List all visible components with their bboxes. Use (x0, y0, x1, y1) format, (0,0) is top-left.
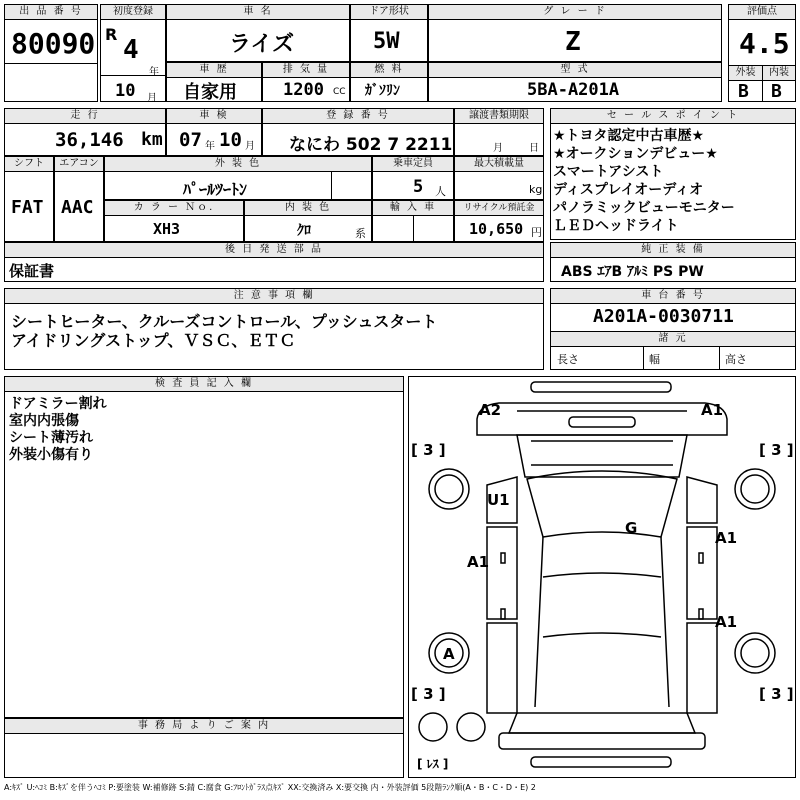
interior-color-header: 内 装 色 (245, 201, 371, 216)
tire-rear-left: [ 3 ] (411, 685, 446, 703)
tire-front-left: [ 3 ] (411, 441, 446, 459)
interior-color: ｸﾛ (297, 223, 311, 239)
legend: A:ｷｽﾞ U:ﾍｺﾐ B:ｷｽﾞを伴うﾍｺﾐ P:要塗装 W:補修跡 S:錆 C:腐食 G:ﾌﾛﾝﾄｶﾞﾗｽ点ｷｽﾞ XX:交換済み X:要交換 内・外装評価 5段階ﾗﾝｸ順(A・B・C・D・E) 2 (4, 783, 536, 792)
tire-front-right: [ 3 ] (759, 441, 794, 459)
transfer-deadline-header: 譲渡書類期限 (455, 109, 543, 124)
aircon-header: エアコン (55, 157, 103, 172)
fuel: ｶﾞｿﾘﾝ (365, 83, 400, 99)
grade-header: グ レ ー ド (429, 5, 721, 20)
sales-point-item: ＬＥＤヘッドライト (553, 218, 679, 234)
displacement: 1200 (283, 80, 324, 100)
displacement-unit: CC (333, 87, 346, 97)
displacement-header: 排 気 量 (263, 63, 349, 78)
registration-year-unit: 年 (149, 67, 159, 78)
equipment: ABS ｴｱB ｱﾙﾐ PS PW (561, 264, 704, 280)
recycle-fee: 10,650 (469, 220, 524, 238)
aircon: AAC (61, 197, 94, 218)
office-notice-header: 事 務 局 よ り ご 案 内 (5, 719, 403, 734)
sales-point-item: ★トヨタ認定中古車歴★ (553, 128, 705, 144)
damage-u1-left-fender: U1 (487, 491, 510, 509)
inspection-year-unit: 年 (205, 141, 215, 152)
notes-header: 注 意 事 項 欄 (5, 289, 543, 304)
inspection-month: 10 (219, 129, 242, 151)
transfer-month: 月 (493, 143, 503, 154)
sales-point-item: ディスプレイオーディオ (553, 182, 704, 198)
lot-number-header: 出 品 番 号 (5, 5, 97, 20)
notes-cell (4, 288, 544, 370)
length-label: 長さ (557, 353, 579, 366)
lot-number: 80090 (11, 27, 96, 60)
registration-number: なにわ 502 7 2211 (289, 135, 453, 155)
color-header: 外 装 色 (105, 157, 371, 172)
capacity: 5 (413, 177, 424, 197)
door-cell (350, 4, 428, 62)
interior-header: 内装 (762, 65, 795, 81)
interior-color-cell (244, 200, 372, 242)
door-header: ドア形状 (351, 5, 427, 20)
color-number-header: カ ラ ー Ｎｏ. (105, 201, 243, 216)
model-header: 型 式 (429, 63, 721, 78)
shift-header: シフト (5, 157, 53, 172)
color-cell (104, 156, 372, 200)
inspector-note: シート薄汚れ (9, 430, 93, 446)
damage-g-windshield: G (625, 519, 638, 537)
registration-number-header: 登 録 番 号 (263, 109, 453, 124)
registration-era: R (105, 25, 118, 44)
damage-a1-front-right: A1 (701, 401, 724, 419)
inspector-note: 外装小傷有り (9, 447, 93, 463)
dimensions-header: 諸 元 (551, 331, 795, 347)
spare-tire: [ ﾚｽ ] (417, 757, 449, 771)
lot-number-cell (4, 4, 98, 102)
first-registration-header: 初度登録 (101, 5, 165, 20)
car-name-header: 車 名 (167, 5, 349, 20)
aircon-cell (54, 156, 104, 242)
fuel-header: 燃 料 (351, 63, 427, 78)
transfer-deadline-cell (454, 108, 544, 156)
car-diagram-cell (408, 376, 796, 778)
damage-a1-right-rear-door: A1 (715, 613, 738, 631)
registration-number-cell (262, 108, 454, 156)
registration-year: 4 (123, 35, 139, 65)
grade: Z (565, 27, 581, 57)
import-header: 輸 入 車 (373, 201, 453, 216)
exterior-header: 外装 (729, 65, 762, 81)
car-condition-diagram (409, 377, 795, 777)
sales-point-item: スマートアシスト (553, 164, 664, 180)
chassis-cell (550, 288, 796, 370)
capacity-cell (372, 156, 454, 200)
office-notice-cell (4, 718, 404, 778)
recycle-header: リサイクル預託金 (455, 201, 543, 216)
recycle-unit: 円 (531, 226, 542, 239)
model-cell (428, 62, 722, 102)
max-load-unit: kg (529, 183, 543, 196)
equipment-header: 純 正 装 備 (551, 243, 795, 258)
chassis-number: A201A-0030711 (593, 306, 734, 327)
sales-points-header: セ ー ル ス ポ イ ン ト (551, 109, 795, 124)
inspection-header: 車 検 (167, 109, 261, 124)
color-number: XH3 (153, 220, 181, 238)
inspector-note: 室内内張傷 (9, 413, 79, 429)
shift: FAT (11, 197, 44, 218)
car-name-cell (166, 4, 350, 62)
damage-a1-left-door: A1 (467, 553, 490, 571)
equipment-cell (550, 242, 796, 282)
history-header: 車 歴 (167, 63, 261, 78)
max-load-cell (454, 156, 544, 200)
height-label: 高さ (725, 353, 747, 366)
door-type: 5W (373, 29, 400, 54)
sales-point-item: パノラミックビューモニター (553, 200, 735, 216)
inspection-month-unit: 月 (245, 141, 255, 152)
history: 自家用 (183, 82, 237, 103)
history-cell (166, 62, 262, 102)
sales-point-item: ★オークションデビュー★ (553, 146, 718, 162)
later-parts: 保証書 (9, 262, 55, 280)
grade-cell (428, 4, 722, 62)
capacity-header: 乗車定員 (373, 157, 453, 172)
car-name: ライズ (229, 32, 295, 57)
mileage: 36,146 (55, 129, 124, 151)
displacement-cell (262, 62, 350, 102)
mileage-unit: km (141, 129, 163, 150)
tire-rear-right: [ 3 ] (759, 685, 794, 703)
later-parts-header: 後 日 発 送 部 品 (5, 243, 543, 258)
mileage-cell (4, 108, 166, 156)
registration-month-unit: 月 (147, 93, 157, 104)
color: ﾊﾟｰﾙﾂｰﾄﾝ (183, 180, 248, 199)
mileage-header: 走 行 (5, 109, 165, 124)
interior-color-unit: 系 (355, 227, 366, 240)
inspector-notes-header: 検 査 員 記 入 欄 (5, 377, 403, 392)
inspector-note: ドアミラー割れ (9, 396, 107, 412)
inspection-year: 07 (179, 129, 202, 151)
interior-grade: B (771, 81, 782, 102)
fuel-cell (350, 62, 428, 102)
later-parts-cell (4, 242, 544, 282)
color-number-cell (104, 200, 244, 242)
damage-a1-right-front-door: A1 (715, 529, 738, 547)
max-load-header: 最大積載量 (455, 157, 543, 172)
inspection-cell (166, 108, 262, 156)
registration-month: 10 (115, 81, 136, 101)
exterior-grade: B (738, 81, 749, 102)
model: 5BA-A201A (527, 80, 620, 100)
score: 4.5 (739, 27, 790, 60)
first-registration-cell (100, 4, 166, 102)
score-header: 評価点 (729, 5, 795, 20)
shift-cell (4, 156, 54, 242)
chassis-header: 車 台 番 号 (551, 289, 795, 304)
damage-a-rear-left-wheel: A (443, 645, 455, 663)
score-cell (728, 4, 796, 102)
inspector-notes-cell (4, 376, 404, 718)
note-line: アイドリングストップ、ＶＳＣ、ＥＴＣ (11, 331, 296, 350)
transfer-day: 日 (529, 143, 539, 154)
width-label: 幅 (649, 353, 660, 366)
recycle-cell (454, 200, 544, 242)
import-cell (372, 200, 454, 242)
capacity-unit: 人 (435, 185, 446, 198)
note-line: シートヒーター、クルーズコントロール、プッシュスタート (11, 312, 438, 331)
damage-a2-front-left: A2 (479, 401, 502, 419)
sales-points-cell (550, 108, 796, 240)
